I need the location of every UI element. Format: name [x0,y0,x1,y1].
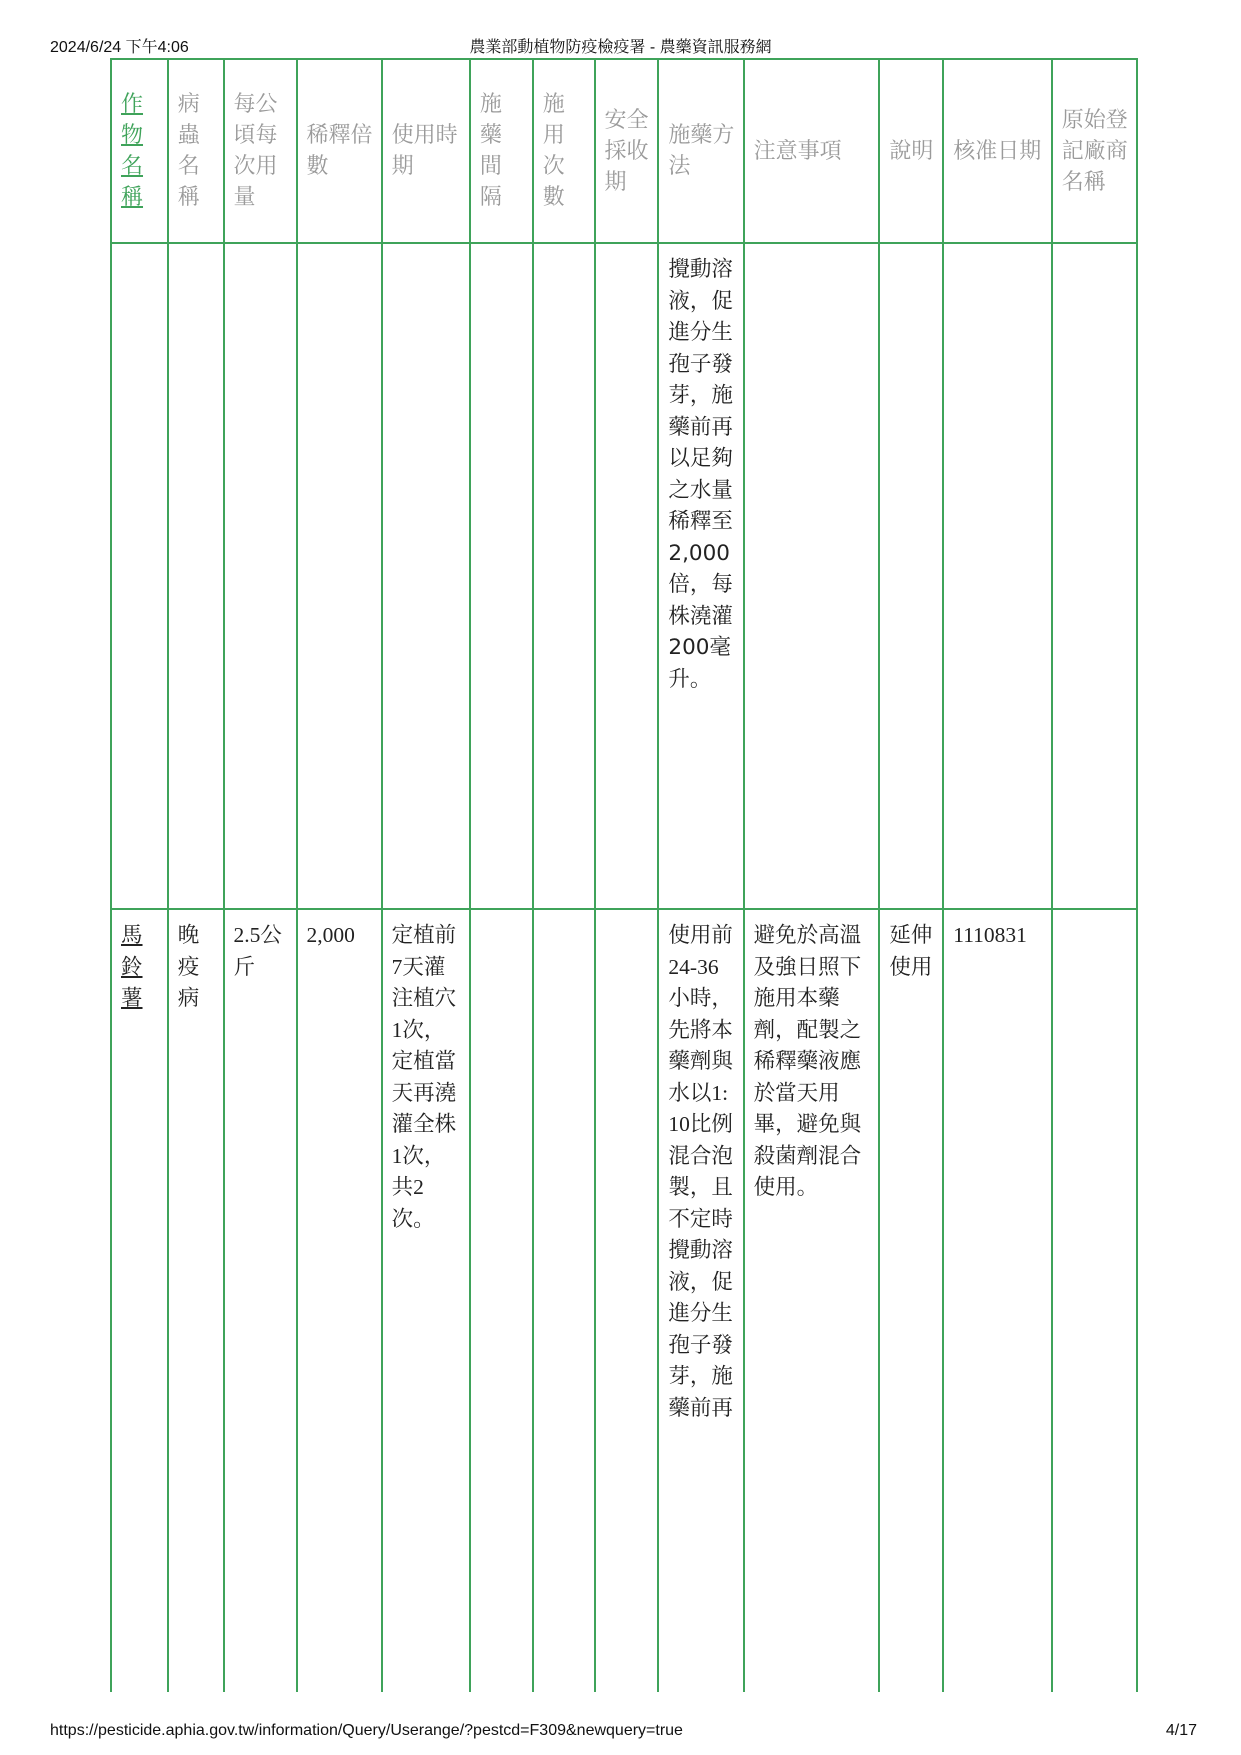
cell-method: 攪動溶液，促進分生孢子發芽，施藥前再以足夠之水量稀釋至2,000倍，每株澆灌200毫升。 [658,243,743,909]
print-timestamp: 2024/6/24 下午4:06 [50,39,189,56]
cell-registrant [1052,243,1137,909]
print-header [0,30,1241,60]
column-header-approval-date: 核准日期 [943,59,1051,243]
cell-times [533,243,595,909]
cell-registrant [1052,909,1137,1692]
print-page-title: 農業部動植物防疫檢疫署 - 農藥資訊服務網 [469,39,772,56]
cell-pest [168,243,224,909]
column-header-pest: 病蟲名稱 [168,59,224,243]
column-header-registrant: 原始登記廠商名稱 [1052,59,1137,243]
cell-times [533,909,595,1692]
cell-method: 使用前24-36小時，先將本藥劑與水以1:10比例混合泡製，且不定時攪動溶液，促進分生孢子發芽，施藥前再 [658,909,743,1692]
cell-interval [470,909,533,1692]
cell-notes: 避免於高溫及強日照下施用本藥劑，配製之稀釋藥液應於當天用畢，避免與殺菌劑混合使用。 [744,909,880,1692]
cell-dilution: 2,000 [297,909,382,1692]
column-header-dosage: 每公頃每次用量 [224,59,297,243]
sort-link-crop[interactable]: 作物名稱 [121,92,144,210]
cell-remark: 延伸使用 [879,909,943,1692]
usage-range-table [110,58,1138,1692]
cell-dosage: 2.5公斤 [224,909,297,1692]
cell-pest: 晚疫病 [168,909,224,1692]
table-header-row [111,59,1137,243]
table-row [111,909,1137,1692]
cell-notes [744,243,880,909]
column-header-timing: 使用時期 [382,59,470,243]
column-header-interval: 施藥間隔 [470,59,533,243]
crop-link[interactable]: 馬鈴薯 [121,923,143,1011]
cell-remark [879,243,943,909]
print-footer [0,1718,1241,1748]
cell-approval-date [943,243,1051,909]
print-url: https://pesticide.aphia.gov.tw/information/Query/Userange/?pestcd=F309&newquery=true [50,1722,683,1739]
column-header-notes: 注意事項 [744,59,880,243]
column-header-remark: 說明 [879,59,943,243]
column-header-times: 施用次數 [533,59,595,243]
table-row [111,243,1137,909]
column-header-dilution: 稀釋倍數 [297,59,382,243]
cell-dosage [224,243,297,909]
cell-interval [470,243,533,909]
cell-crop [111,243,168,909]
column-header-crop[interactable] [111,59,168,243]
cell-safe-harvest [595,909,659,1692]
cell-safe-harvest [595,243,659,909]
cell-crop[interactable] [111,909,168,1692]
cell-dilution [297,243,382,909]
cell-approval-date: 1110831 [943,909,1051,1692]
cell-timing [382,243,470,909]
cell-timing: 定植前7天灌注植穴1次，定植當天再澆灌全株1次，共2次。 [382,909,470,1692]
print-page-number: 4/17 [1165,1722,1197,1739]
column-header-method: 施藥方法 [658,59,743,243]
column-header-safe-harvest: 安全採收期 [595,59,659,243]
